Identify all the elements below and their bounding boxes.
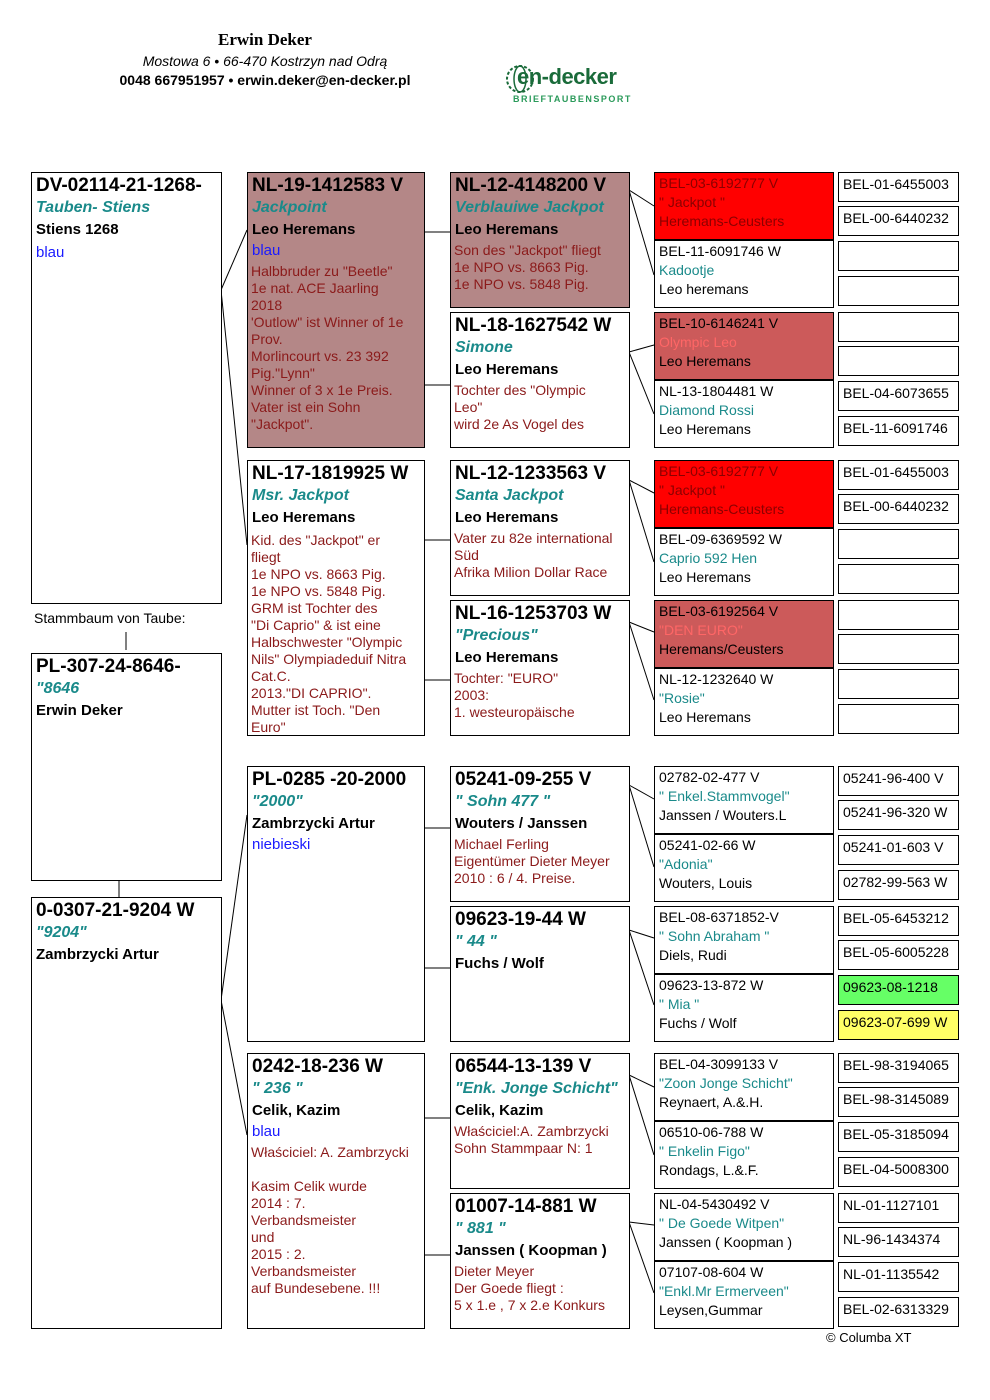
- pigeon-name: Diamond Rossi: [659, 402, 754, 418]
- pigeon-name: Simone: [455, 339, 513, 356]
- gen2-card[interactable]: [247, 1053, 425, 1329]
- footer-copyright: © Columba XT: [826, 1330, 912, 1345]
- gen5-cell[interactable]: 02782-99-563 W: [838, 870, 959, 900]
- pigeon-owner: Leysen,Gummar: [659, 1302, 763, 1318]
- mother-name: "9204": [36, 924, 87, 941]
- gen4-card[interactable]: [654, 906, 834, 974]
- pigeon-ring: NL-19-1412583 V: [252, 175, 404, 196]
- pigeon-ring: BEL-09-6369592 W: [659, 531, 782, 547]
- gen5-cell[interactable]: [838, 564, 959, 594]
- gen4-card[interactable]: [654, 1193, 834, 1261]
- gen5-cell[interactable]: [838, 529, 959, 559]
- gen4-card[interactable]: [654, 668, 834, 736]
- logo-subtitle: BRIEFTAUBENSPORT: [513, 94, 632, 104]
- pigeon-owner: Leo Heremans: [455, 509, 559, 526]
- pigeon-ring: 06544-13-139 V: [455, 1056, 592, 1077]
- pigeon-name: " Sohn 477 ": [455, 793, 551, 810]
- gen5-cell[interactable]: BEL-98-3145089: [838, 1087, 959, 1117]
- breeder-contact: 0048 667951957 • erwin.deker@en-decker.pl: [119, 72, 411, 88]
- subject-ring: DV-02114-21-1268-: [36, 175, 202, 196]
- pigeon-owner: Wouters / Janssen: [455, 815, 588, 832]
- pigeon-name: "2000": [252, 793, 303, 810]
- pigeon-ring: 0242-18-236 W: [252, 1056, 383, 1077]
- gen5-cell[interactable]: BEL-00-6440232: [838, 494, 959, 524]
- pigeon-name: "Enkl.Mr Ermerveen": [659, 1283, 789, 1299]
- pigeon-owner: Zambrzycki Artur: [252, 815, 375, 832]
- pigeon-notes: Właściciel:A. Zambrzycki Sohn Stammpaar N: 1: [454, 1123, 609, 1156]
- pigeon-owner: Leo Heremans: [455, 221, 559, 238]
- pigeon-owner: Diels, Rudi: [659, 947, 727, 963]
- gen3-card[interactable]: [450, 1053, 630, 1189]
- pigeon-owner: Leo Heremans: [455, 361, 559, 378]
- pigeon-ring: 09623-19-44 W: [455, 909, 586, 930]
- gen5-cell[interactable]: 05241-96-320 W: [838, 800, 959, 830]
- pigeon-ring: NL-12-1232640 W: [659, 671, 774, 687]
- pigeon-name: " Jackpot ": [659, 482, 725, 498]
- mother-card[interactable]: [31, 897, 222, 1329]
- mother-ring: 0-0307-21-9204 W: [36, 900, 195, 921]
- gen4-card[interactable]: [654, 1121, 834, 1189]
- father-owner: Erwin Deker: [36, 702, 123, 719]
- breeder-address: Mostowa 6 • 66-470 Kostrzyn nad Odrą: [142, 53, 388, 69]
- pigeon-ring: BEL-08-6371852-V: [659, 909, 779, 925]
- subject-name: Tauben- Stiens: [36, 199, 151, 216]
- pigeon-ring: 05241-02-66 W: [659, 837, 756, 853]
- gen5-cell[interactable]: [838, 600, 959, 630]
- pigeon-ring: NL-17-1819925 W: [252, 463, 409, 484]
- pigeon-ring: BEL-03-6192777 V: [659, 175, 779, 191]
- pigeon-owner: Fuchs / Wolf: [659, 1015, 737, 1031]
- pigeon-name: " 881 ": [455, 1220, 506, 1237]
- pigeon-name: " Mia ": [659, 996, 700, 1012]
- pigeon-name: Santa Jackpot: [455, 487, 564, 504]
- pigeon-owner: Leo Heremans: [659, 353, 751, 369]
- gen3-card[interactable]: [450, 906, 630, 1042]
- pigeon-owner: Fuchs / Wolf: [455, 955, 544, 972]
- pigeon-ring: BEL-04-3099133 V: [659, 1056, 779, 1072]
- gen5-cell[interactable]: [838, 704, 959, 734]
- gen5-cell[interactable]: BEL-01-6455003: [838, 460, 959, 490]
- gen5-cell[interactable]: 09623-08-1218: [838, 975, 959, 1005]
- pigeon-notes: Halbbruder zu "Beetle" 1e nat. ACE Jaarling 2018 'Outlow" ist Winner of 1e Prov. Morlincourt vs. 23 392 Pig."Lynn" Winner of 3 x 1e Preis. Vater ist ein Sohn "Jackpot".: [251, 263, 404, 432]
- father-card[interactable]: [31, 653, 222, 881]
- gen3-card[interactable]: [450, 766, 630, 902]
- pigeon-color: blau: [252, 242, 281, 259]
- pigeon-name: Caprio 592 Hen: [659, 550, 758, 566]
- pigeon-name: Kadootje: [659, 262, 715, 278]
- pigeon-name: " Jackpot ": [659, 194, 725, 210]
- pigeon-ring: BEL-11-6091746 W: [659, 243, 781, 259]
- gen4-card[interactable]: [654, 312, 834, 380]
- pigeon-ring: PL-0285 -20-2000: [252, 769, 407, 790]
- gen4-card[interactable]: [654, 460, 834, 528]
- pigeon-ring: NL-16-1253703 W: [455, 603, 612, 624]
- pigeon-ring: BEL-03-6192777 V: [659, 463, 779, 479]
- gen5-cell[interactable]: 05241-96-400 V: [838, 766, 959, 796]
- pigeon-ring: BEL-10-6146241 V: [659, 315, 779, 331]
- gen5-cell[interactable]: BEL-05-6005228: [838, 940, 959, 970]
- pigeon-owner: Wouters, Louis: [659, 875, 753, 891]
- gen2-card[interactable]: [247, 172, 425, 448]
- gen4-card[interactable]: [654, 1261, 834, 1329]
- pigeon-owner: Leo Heremans: [659, 569, 751, 585]
- pigeon-name: "Zoon Jonge Schicht": [659, 1075, 793, 1091]
- pigeon-ring: NL-18-1627542 W: [455, 315, 612, 336]
- gen5-cell[interactable]: BEL-02-6313329: [838, 1297, 959, 1327]
- subject-pigeon-card[interactable]: [31, 172, 222, 604]
- pigeon-ring: NL-13-1804481 W: [659, 383, 774, 399]
- gen3-card[interactable]: [450, 1193, 630, 1329]
- pigeon-name: Jackpoint: [252, 199, 327, 216]
- gen5-cell[interactable]: 05241-01-603 V: [838, 835, 959, 865]
- pigeon-owner: Celik, Kazim: [455, 1102, 544, 1119]
- pigeon-name: "Adonia": [659, 856, 713, 872]
- pigeon-name: "Precious": [455, 627, 538, 644]
- gen4-card[interactable]: [654, 974, 834, 1042]
- father-ring: PL-307-24-8646-: [36, 656, 181, 677]
- pigeon-name: " Enkelin Figo": [659, 1143, 750, 1159]
- gen5-cell[interactable]: NL-96-1434374: [838, 1227, 959, 1257]
- pigeon-notes: Vater zu 82e international Süd Afrika Milion Dollar Race: [454, 530, 613, 580]
- mother-owner: Zambrzycki Artur: [36, 946, 159, 963]
- pigeon-name: " De Goede Witpen": [659, 1215, 785, 1231]
- pigeon-ring: 02782-02-477 V: [659, 769, 760, 785]
- pigeon-color: niebieski: [252, 836, 311, 853]
- gen3-card[interactable]: [450, 172, 630, 308]
- pigeon-owner: Leo Heremans: [252, 221, 356, 238]
- gen5-cell[interactable]: NL-01-1135542: [838, 1262, 959, 1292]
- gen5-cell[interactable]: BEL-05-6453212: [838, 906, 959, 936]
- gen3-card[interactable]: [450, 312, 630, 448]
- pigeon-notes: Dieter Meyer Der Goede fliegt : 5 x 1.e , 7 x 2.e Konkurs: [454, 1263, 605, 1313]
- gen5-cell[interactable]: NL-01-1127101: [838, 1193, 959, 1223]
- pigeon-name: " 236 ": [252, 1080, 303, 1097]
- pigeon-owner: Heremans-Ceusters: [659, 213, 785, 229]
- gen4-card[interactable]: [654, 600, 834, 668]
- gen2-card[interactable]: [247, 460, 425, 736]
- pigeon-owner: Heremans-Ceusters: [659, 501, 785, 517]
- pigeon-name: " 44 ": [455, 933, 497, 950]
- pigeon-owner: Janssen ( Koopman ): [455, 1242, 607, 1259]
- gen5-cell[interactable]: BEL-98-3194065: [838, 1053, 959, 1083]
- gen5-cell[interactable]: [838, 346, 959, 376]
- pigeon-owner: Leo Heremans: [659, 709, 751, 725]
- stammbaum-label: Stammbaum von Taube:: [34, 610, 186, 626]
- gen2-card[interactable]: [247, 766, 425, 1042]
- pigeon-name: Verblauiwe Jackpot: [455, 199, 604, 216]
- pigeon-owner: Janssen / Wouters.L: [659, 807, 787, 823]
- gen5-cell[interactable]: [838, 276, 959, 306]
- pigeon-ring: 06510-06-788 W: [659, 1124, 764, 1140]
- pigeon-ring: 09623-13-872 W: [659, 977, 764, 993]
- gen5-cell[interactable]: [838, 669, 959, 699]
- logo-text: en-decker: [517, 64, 617, 89]
- pigeon-name: " Sohn Abraham ": [659, 928, 770, 944]
- pigeon-owner: Leo Heremans: [455, 649, 559, 666]
- gen5-cell[interactable]: [838, 312, 959, 342]
- breeder-name: Erwin Deker: [218, 30, 312, 49]
- gen5-cell[interactable]: BEL-11-6091746: [838, 416, 959, 446]
- gen4-card[interactable]: [654, 240, 834, 308]
- pigeon-owner: Reynaert, A.&.H.: [659, 1094, 764, 1110]
- pigeon-notes: Tochter: "EURO" 2003: 1. westeuropäische: [454, 670, 575, 720]
- pigeon-owner: Heremans/Ceusters: [659, 641, 784, 657]
- pigeon-ring: NL-12-4148200 V: [455, 175, 607, 196]
- pigeon-notes: Tochter des "Olympic Leo" wird 2e As Vogel des: [454, 382, 586, 432]
- gen5-cell[interactable]: [838, 241, 959, 271]
- pigeon-ring: 07107-08-604 W: [659, 1264, 764, 1280]
- pigeon-ring: BEL-03-6192564 V: [659, 603, 779, 619]
- pigeon-owner: Celik, Kazim: [252, 1102, 341, 1119]
- gen5-cell[interactable]: BEL-01-6455003: [838, 172, 959, 202]
- gen3-card[interactable]: [450, 600, 630, 736]
- subject-owner: Stiens 1268: [36, 221, 119, 238]
- pigeon-name: Msr. Jackpot: [252, 487, 349, 504]
- pigeon-ring: 01007-14-881 W: [455, 1196, 597, 1217]
- gen5-cell[interactable]: [838, 634, 959, 664]
- gen5-cell[interactable]: BEL-04-5008300: [838, 1157, 959, 1187]
- gen4-card[interactable]: [654, 528, 834, 596]
- pigeon-name: "DEN EURO": [659, 622, 743, 638]
- pigeon-notes: Son des "Jackpot" fliegt 1e NPO vs. 8663 Pig. 1e NPO vs. 5848 Pig.: [454, 242, 601, 292]
- pigeon-notes: Właściciel: A. Zambrzycki Kasim Celik wurde 2014 : 7. Verbandsmeister und 2015 : 2. Verbandsmeister auf Bundesebene. !!!: [251, 1144, 409, 1296]
- gen5-cell[interactable]: BEL-04-6073655: [838, 381, 959, 411]
- father-name: "8646: [36, 680, 80, 697]
- gen5-cell[interactable]: BEL-00-6440232: [838, 206, 959, 236]
- pigeon-ring: NL-04-5430492 V: [659, 1196, 770, 1212]
- pigeon-ring: NL-12-1233563 V: [455, 463, 607, 484]
- gen5-cell[interactable]: 09623-07-699 W: [838, 1010, 959, 1040]
- pigeon-owner: Rondags, L.&.F.: [659, 1162, 759, 1178]
- pigeon-owner: Janssen ( Koopman ): [659, 1234, 793, 1250]
- gen4-card[interactable]: [654, 380, 834, 448]
- pigeon-owner: Leo heremans: [659, 281, 749, 297]
- pigeon-notes: Michael Ferling Eigentümer Dieter Meyer 2010 : 6 / 4. Preise.: [454, 836, 610, 886]
- pigeon-color: blau: [252, 1123, 281, 1140]
- pigeon-owner: Leo Heremans: [659, 421, 751, 437]
- pigeon-notes: Kid. des "Jackpot" er fliegt 1e NPO vs. 8663 Pig. 1e NPO vs. 5848 Pig. GRM ist Tochter des "Di Caprio" & ist eine Halbschwester "Olympic Nils" Olympiadeduif Nitra Cat.C. 2013."DI CAPRIO". Mutter ist Toch. "Den Euro": [251, 532, 407, 735]
- gen4-card[interactable]: [654, 834, 834, 902]
- pigeon-owner: Leo Heremans: [252, 509, 356, 526]
- pigeon-ring: 05241-09-255 V: [455, 769, 592, 790]
- gen4-card[interactable]: [654, 1053, 834, 1121]
- gen4-card[interactable]: [654, 766, 834, 834]
- pigeon-name: Olympic Leo: [659, 334, 737, 350]
- subject-color: blau: [36, 244, 65, 261]
- pigeon-name: " Enkel.Stammvogel": [659, 788, 790, 804]
- gen5-cell[interactable]: BEL-05-3185094: [838, 1122, 959, 1152]
- pigeon-name: "Enk. Jonge Schicht": [455, 1080, 618, 1097]
- gen4-card[interactable]: [654, 172, 834, 240]
- pigeon-name: "Rosie": [659, 690, 705, 706]
- gen3-card[interactable]: [450, 460, 630, 596]
